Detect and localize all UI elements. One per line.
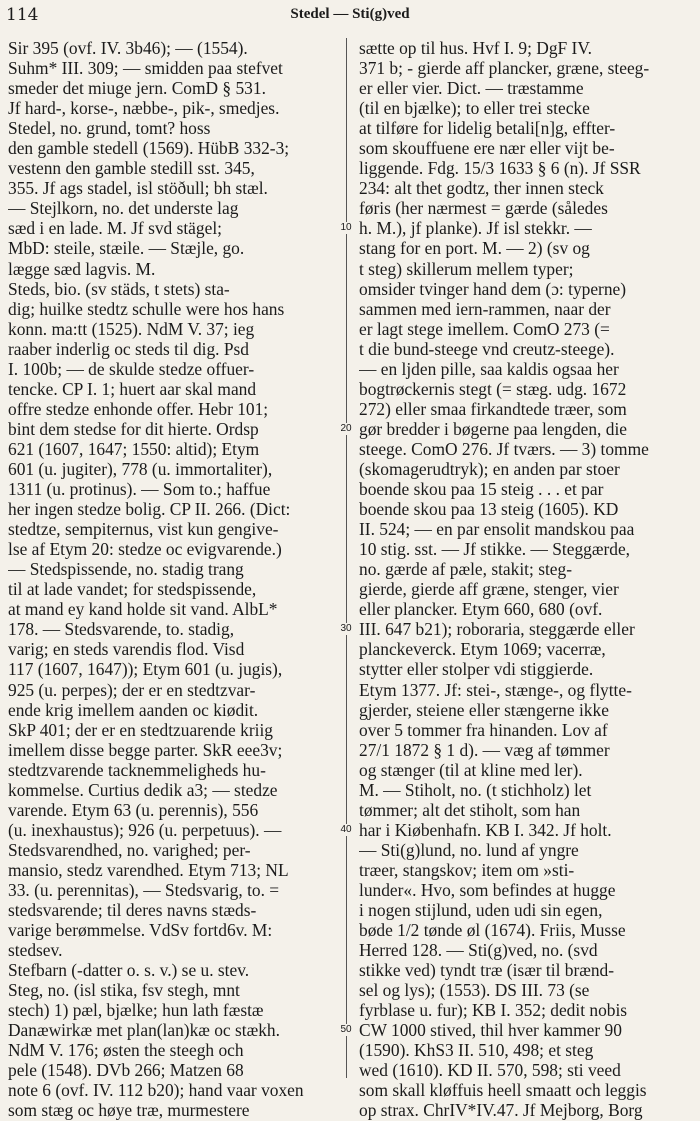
left-column-line: lse af Etym 20: stedze oc evigvarende.) [8,539,282,560]
right-column-line: som skall kløffuis heell smaatt och leggis [359,1080,647,1101]
left-column-line: her ingen stedze bolig. CP II. 266. (Dict: [8,499,291,520]
left-column-line: den gamble stedell (1569). HübB 332-3; [8,138,290,159]
gutter-line-number: 40 [334,824,358,836]
left-column-line: 178. — Stedsvarende, to. stadig, [8,619,235,640]
left-column-line: vestenn den gamble stedill sst. 345, [8,158,255,179]
left-column-line: imellem disse begge parter. SkR eee3v; [8,739,283,760]
right-column-line: at tilføre for lidelig betali[n]g, effter- [359,118,616,139]
right-column-line: 234: alt thet godtz, ther innen steck [359,178,604,199]
right-column-line: omsider tvinger hand dem (ɔ: typerne) [359,278,627,299]
left-column-line: varig; en steds varendis flod. Visd [8,639,245,660]
column-gutter [334,38,358,1078]
right-column-line: II. 524; — en par ensolit mandskou paa [359,519,635,540]
page-header [0,5,700,29]
right-column-line: som skouffuene ere nær eller vijt be- [359,138,615,159]
right-column-line: no. gærde af pæle, stakit; steg- [359,559,572,580]
left-column-line: NdM V. 176; østen the steegh och [8,1040,244,1061]
left-column-line: 355. Jf ags stadel, isl stöðull; bh stæl. [8,178,268,199]
gutter-line-number: 30 [334,623,358,635]
right-column-line: 27/1 1872 § 1 d). — væg af tømmer [359,739,610,760]
right-column-line: har i Kiøbenhafn. KB I. 342. Jf holt. [359,819,612,840]
gutter-line-number: 20 [334,423,358,435]
left-column-line: dig; huilke stedtz schulle were hos hans [8,298,285,319]
right-column-line: eller plancker. Etym 660, 680 (ovf. [359,599,603,620]
left-column-line: MbD: steile, stæile. — Stæjle, go. [8,238,245,259]
left-column-line: tencke. CP I. 1; huert aar skal mand [8,378,257,399]
left-column-line: 1311 (u. protinus). — Som to.; haffue [8,479,271,500]
right-column-line: stytter eller stolper vdi stiggierde. [359,659,594,680]
right-column-line: III. 647 b21); roboraria, steggærde eller [359,619,635,640]
left-column-line: varige berømmelse. VdSv fortd6v. M: [8,920,273,941]
left-column-line: stedtzvarende tacknemmeligheds hu- [8,759,266,780]
left-column-line: at mand ey kand holde sit vand. AlbL* [8,599,278,620]
right-column-line: h. M.), jf planke). Jf isl stekkr. — [359,218,592,239]
right-column-line: tømmer; alt det stiholt, som han [359,799,581,820]
right-column-line: stikke ved) tyndt træ (især til brænd- [359,960,615,981]
right-column-line: føris (her nærmest = gærde (således [359,198,608,219]
left-column-line: Stedsvarendhed, no. varighed; per- [8,839,251,860]
right-column-line: t steg) skillerum mellem typer; [359,258,574,279]
left-column-line: Jf hard-, korse-, næbbe-, pik-, smedjes. [8,98,280,119]
right-column-line: bogtrøckernis stegt (= stæg. udg. 1672 [359,378,627,399]
left-column-line: — Stejlkorn, no. det underste lag [8,198,239,219]
left-column-line: kommelse. Curtius dedik a3; — stedze [8,779,278,800]
left-column-line: Steg, no. (isl stika, fsv stegh, mnt [8,980,240,1001]
right-column-line: fyrblase u. fur); KB I. 352; dedit nobis [359,1000,628,1021]
running-head: Stedel — Sti(g)ved [290,6,410,22]
right-column-line: sammen med iern-rammen, naar der [359,298,611,319]
right-column-line: (skomagerudtryk); en anden par stoer [359,458,620,479]
right-column-line: t die bund-steege vnd creutz-steege). [359,338,615,359]
right-column-line: gør bredder i bøgerne paa lengden, die [359,418,627,439]
right-column-line: boende skou paa 13 steig (1605). KD [359,499,619,520]
right-column-line: over 5 tommer fra hinanden. Lov af [359,719,608,740]
right-column-line: (1590). KhS3 II. 510, 498; et steg [359,1040,594,1061]
right-column-line: boende skou paa 15 steig . . . et par [359,479,604,500]
page-number: 114 [6,5,39,25]
left-column-line: konn. ma:tt (1525). NdM V. 37; ieg [8,318,255,339]
left-column-line: bint dem stedse for dit hierte. Ordsp [8,418,259,439]
right-column-line: planckeverck. Etym 1069; vacerræ, [359,639,606,660]
right-column-line: steege. ComO 276. Jf tværs. — 3) tomme [359,438,649,459]
left-column-line: raaber inderlig oc steds til dig. Psd [8,338,250,359]
right-column-line: sætte op til hus. Hvf I. 9; DgF IV. [359,38,593,58]
right-column-line: Herred 128. — Sti(g)ved, no. (svd [359,940,598,961]
left-column-line: sæd i en lade. M. Jf svd stägel; [8,218,222,239]
left-column-line: 117 (1607, 1647)); Etym 601 (u. jugis), [8,659,283,680]
left-column-line: stedtze, sempiternus, vist kun gengive- [8,519,279,540]
left-column-line: Danæwirkæ met plan(lan)kæ oc stækh. [8,1020,280,1041]
right-column-line: M. — Stiholt, no. (t stichholz) let [359,779,592,800]
left-column-line: til at lade vandet; for stedspissende, [8,579,257,600]
column-rule [346,38,347,1078]
right-column-line: — en ljden pille, saa kaldis ogsaa her [359,358,619,379]
left-column-line: 621 (1607, 1647; 1550: altid); Etym [8,438,260,459]
gutter-line-number: 50 [334,1024,358,1036]
right-column-line: er eller vier. Dict. — træstamme [359,78,584,99]
left-column-line: SkP 401; der er en stedtzuarende kriig [8,719,273,740]
left-column-line: note 6 (ovf. IV. 112 b20); hand vaar voxen [8,1080,304,1101]
right-column-line: CW 1000 stived, thil hver kammer 90 [359,1020,622,1041]
left-column-line: Stedel, no. grund, tomt? hoss [8,118,211,139]
left-column-line: som stæg oc høye træ, murmestere [8,1100,250,1121]
left-column-line: 601 (u. jugiter), 778 (u. immortaliter), [8,458,273,479]
right-column-line: wed (1610). KD II. 570, 598; sti veed [359,1060,621,1081]
right-column-line: 371 b; - gierde aff plancker, græne, steeg- [359,58,650,79]
left-column-line: 33. (u. perennitas), — Stedsvarig, to. = [8,879,280,900]
left-column [8,38,334,1121]
right-column-line: i nogen stijlund, uden udi sin egen, [359,900,603,921]
left-column-line: Steds, bio. (sv städs, t stets) sta- [8,278,230,299]
left-column-line: stech) 1) pæl, bjælke; hun lath fæstæ [8,1000,264,1021]
left-column-line: stedsvarende; til deres navns stæds- [8,900,257,921]
left-column-line: ende krig imellem aanden oc kiødit. [8,699,259,720]
right-column-line: er lagt stege imellem. ComO 273 (= [359,318,610,339]
right-column-line: — Sti(g)lund, no. lund af yngre [359,839,579,860]
right-column-line: 10 stig. sst. — Jf stikke. — Steggærde, [359,539,631,560]
right-column-line: bøde 1/2 tønde øl (1674). Friis, Musse [359,920,626,941]
left-column-line: — Stedspissende, no. stadig trang [8,559,244,580]
right-column-line: op strax. ChrIV*IV.47. Jf Mejborg, Borg [359,1100,643,1121]
left-column-line: Suhm* III. 309; — smidden paa stefvet [8,58,283,79]
right-column-line: gierde, gierde aff græne, stenger, vier [359,579,619,600]
right-column-line: (til en bjælke); to eller trei stecke [359,98,590,119]
left-column-line: smeder det miuge jern. ComD § 531. [8,78,266,99]
right-column-line: 272) eller smaa firkandtede træer, som [359,398,627,419]
left-column-line: (u. inexhaustus); 926 (u. perpetuus). — [8,819,282,840]
right-column-line: gjerder, steiene eller stængerne ikke [359,699,609,720]
right-column-line: og stænger (til at kline med ler). [359,759,583,780]
left-column-line: Stefbarn (-datter o. s. v.) se u. stev. [8,960,250,981]
right-column-line: lunder«. Hvo, som befindes at hugge [359,879,616,900]
left-column-line: 925 (u. perpes); der er en stedtzvar- [8,679,256,700]
gutter-line-number: 10 [334,222,358,234]
right-column-line: sel og lys); (1553). DS III. 73 (se [359,980,590,1001]
right-column-line: stang for en port. M. — 2) (sv og [359,238,590,259]
left-column-line: pele (1548). DVb 266; Matzen 68 [8,1060,244,1081]
left-column-line: Sir 395 (ovf. IV. 3b46); — (1554). [8,38,248,58]
left-column-line: I. 100b; — de skulde stedze offuer- [8,358,255,379]
right-column-line: liggende. Fdg. 15/3 1633 § 6 (n). Jf SSR [359,158,641,179]
left-column-line: offre stedze enhonde offer. Hebr 101; [8,398,269,419]
left-column-line: stedsev. [8,940,63,961]
left-column-line: mansio, stedz varendhed. Etym 713; NL [8,859,289,880]
right-column-line: Etym 1377. Jf: stei-, stænge-, og flytte- [359,679,632,700]
left-column-line: varende. Etym 63 (u. perennis), 556 [8,799,259,820]
left-column-line: lægge sæd lagvis. M. [8,258,156,279]
right-column [359,38,695,1121]
right-column-line: træer, stangskov; item om »sti- [359,859,575,880]
